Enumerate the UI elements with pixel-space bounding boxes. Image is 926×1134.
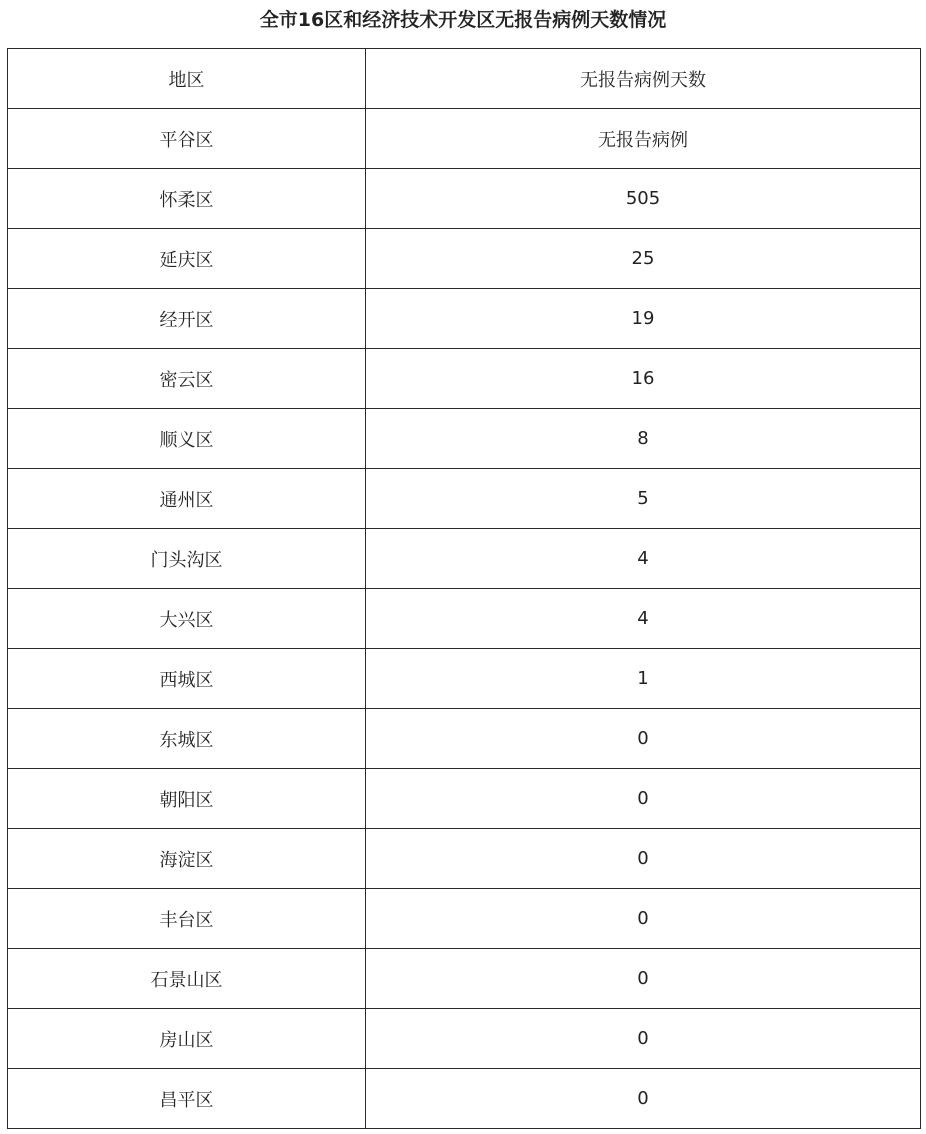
table-row xyxy=(8,829,921,889)
cell-district: 密云区 xyxy=(8,349,366,409)
table-row xyxy=(8,229,921,289)
cell-no-case-days: 16 xyxy=(366,349,921,409)
table-row xyxy=(8,109,921,169)
cell-no-case-days: 8 xyxy=(366,409,921,469)
header-district: 地区 xyxy=(8,49,366,109)
no-case-days-table xyxy=(7,48,921,1129)
cell-no-case-days: 4 xyxy=(366,529,921,589)
cell-district: 东城区 xyxy=(8,709,366,769)
cell-district: 石景山区 xyxy=(8,949,366,1009)
cell-district: 昌平区 xyxy=(8,1069,366,1129)
cell-no-case-days: 1 xyxy=(366,649,921,709)
cell-district: 经开区 xyxy=(8,289,366,349)
table-row xyxy=(8,949,921,1009)
cell-district: 西城区 xyxy=(8,649,366,709)
cell-district: 海淀区 xyxy=(8,829,366,889)
table-row xyxy=(8,409,921,469)
cell-district: 朝阳区 xyxy=(8,769,366,829)
table-header-row xyxy=(8,49,921,109)
cell-district: 怀柔区 xyxy=(8,169,366,229)
cell-no-case-days: 25 xyxy=(366,229,921,289)
cell-no-case-days: 0 xyxy=(366,769,921,829)
cell-no-case-days: 19 xyxy=(366,289,921,349)
table-row xyxy=(8,709,921,769)
cell-no-case-days: 0 xyxy=(366,829,921,889)
table-row xyxy=(8,169,921,229)
cell-no-case-days: 5 xyxy=(366,469,921,529)
table-row xyxy=(8,1069,921,1129)
table-row xyxy=(8,349,921,409)
cell-district: 通州区 xyxy=(8,469,366,529)
cell-district: 延庆区 xyxy=(8,229,366,289)
cell-no-case-days: 0 xyxy=(366,889,921,949)
table-row xyxy=(8,289,921,349)
cell-district: 大兴区 xyxy=(8,589,366,649)
cell-no-case-days: 0 xyxy=(366,949,921,1009)
header-no-case-days: 无报告病例天数 xyxy=(366,49,921,109)
table-row xyxy=(8,469,921,529)
table-row xyxy=(8,1009,921,1069)
table-row xyxy=(8,649,921,709)
cell-district: 房山区 xyxy=(8,1009,366,1069)
cell-no-case-days: 0 xyxy=(366,709,921,769)
cell-district: 顺义区 xyxy=(8,409,366,469)
cell-no-case-days: 0 xyxy=(366,1009,921,1069)
cell-no-case-days: 0 xyxy=(366,1069,921,1129)
cell-district: 门头沟区 xyxy=(8,529,366,589)
table-body xyxy=(8,109,921,1129)
cell-district: 丰台区 xyxy=(8,889,366,949)
table-row xyxy=(8,769,921,829)
table-row xyxy=(8,529,921,589)
table-row xyxy=(8,589,921,649)
cell-no-case-days: 4 xyxy=(366,589,921,649)
cell-no-case-days: 无报告病例 xyxy=(366,109,921,169)
table-row xyxy=(8,889,921,949)
cell-no-case-days: 505 xyxy=(366,169,921,229)
table-title: 全市16区和经济技术开发区无报告病例天数情况 xyxy=(259,9,667,31)
cell-district: 平谷区 xyxy=(8,109,366,169)
